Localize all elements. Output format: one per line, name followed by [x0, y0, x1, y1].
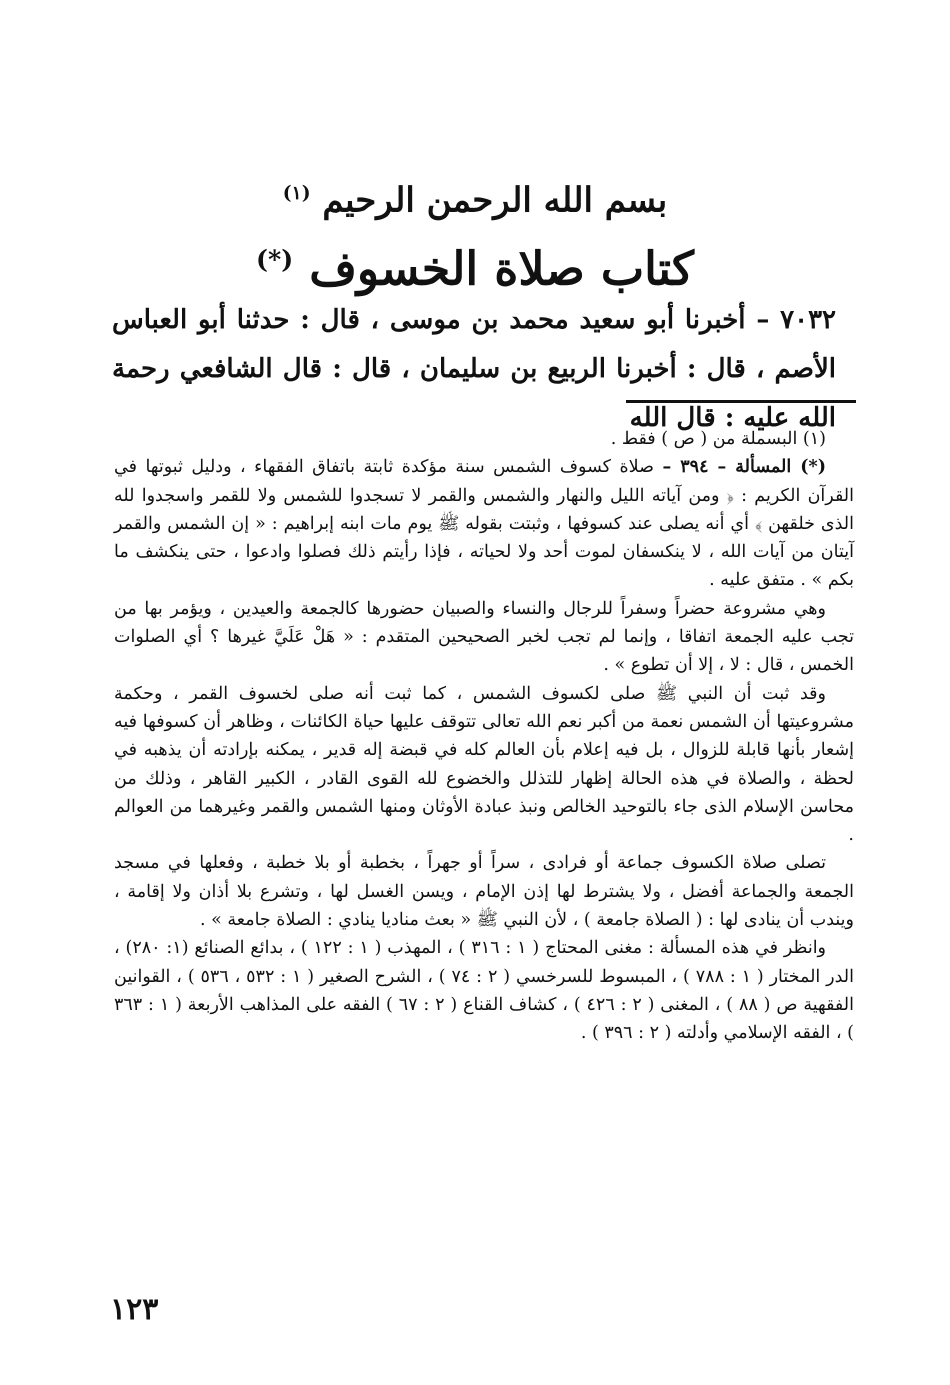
- footnote-star-references: وانظر في هذه المسألة : مغنى المحتاج ( ١ : ٣١٦ ) ، المهذب ( ١ : ١٢٢ ) ، بدائع الصنائع (١: ٢٨٠) ، الدر المختار ( ١ : ٧٨٨ ) ، المبسوط للسرخسي ( ٢ : ٧٤ ) ، الشرح الصغير ( ١ : ٥٣٢ ، ٥٣٦ ) ، القوانين الفقهية ص ( ٨٨ ) ، المغنى ( ٢ : ٤٢٦ ) ، كشاف القناع ( ٢ : ٦٧ ) الفقه على المذاهب الأربعة ( ١ : ٣٦٣ ) ، الفقه الإسلامي وأدلته ( ٢ : ٣٩٦ ) .: [114, 938, 854, 1044]
- main-paragraph: ٧٠٣٢ – أخبرنا أبو سعيد محمد بن موسى ، قال : حدثنا أبو العباس الأصم ، قال : أخبرنا الربيع بن سليمان ، قال : قال الشافعي رحمة الله عليه : قال الله: [112, 305, 836, 433]
- footnote-star-paragraph-2: وهي مشروعة حضراً وسفراً للرجال والنساء والصبيان حضورها كالجمعة والعيدين ، ويؤمر بها من تجب عليه الجمعة اتفاقا ، وإنما لم تجب لخبر الصحيحين المتقدم : « هَلْ عَلَيَّ غيرها ؟ أي الصلوات الخمس ، قال : لا ، إلا أن تطوع » .: [114, 598, 854, 676]
- main-text: [112, 296, 836, 443]
- basmala-text: بسم الله الرحمن الرحيم: [322, 180, 668, 221]
- footnote-star-paragraph-4: تصلى صلاة الكسوف جماعة أو فرادى ، سراً أو جهراً ، بخطبة أو بلا خطبة ، وفعلها في مسجد الجمعة والجماعة أفضل ، ولا يشترط لها إذن الإمام ، ويسن الغسل لها ، وتشرع بلا أذان ولا إقامة ، ويندب أن ينادى لها : ( الصلاة جامعة ) ، لأن النبي ﷺ « بعث مناديا ينادي : الصلاة جامعة » .: [114, 853, 854, 931]
- footnote-star-intro: [114, 453, 854, 594]
- footnote-star-text: صلاة كسوف الشمس سنة مؤكدة ثابتة باتفاق الفقهاء ، ودليل ثبوتها في القرآن الكريم : ﴿ ومن آياته الليل والنهار والشمس والقمر لا تسجدوا للشمس ولا للقمر واسجدوا لله الذى خلقهن ﴾ أي أنه يصلى عند كسوفها ، وثبتت بقوله ﷺ يوم مات ابنه إبراهيم : « إن الشمس والقمر آيتان من آيات الله ، لا ينكسفان لموت أحد ولا لحياته ، فإذا رأيتم ذلك فصلوا وادعوا ، حتى ينكشف ما بكم » . متفق عليه .: [114, 457, 854, 591]
- page-number: ١٢٣: [110, 1292, 159, 1327]
- footnote-1: (١) البسملة من ( ص ) فقط .: [610, 429, 826, 449]
- basmala-footnote-marker: (١): [282, 182, 311, 204]
- book-title: [120, 226, 830, 301]
- book-title-text: كتاب صلاة الخسوف: [309, 241, 694, 296]
- footnotes: [114, 425, 854, 1048]
- basmala-heading: [120, 168, 830, 225]
- footnote-separator: [626, 400, 856, 403]
- footnote-star-paragraph-3: وقد ثبت أن النبي ﷺ صلى لكسوف الشمس ، كما ثبت أنه صلى لخسوف القمر ، وحكمة مشروعيتها أن الشمس نعمة من أكبر نعم الله تعالى تتوقف عليها حياة الكائنات ، وظاهر أن كسوفها فيه إشعار بأنها قابلة للزوال ، بل فيه إعلام بأن العالم كله في قبضة إله قدير ، يمكنه بإرادته أن يذهبه في لحظة ، والصلاة في هذه الحالة إظهار للتذلل والخضوع لله القوى القادر ، الكبير القاهر ، وذلك من محاسن الإسلام الذى جاء بالتوحيد الخالص ونبذ عبادة الأوثان ومنها الشمس والقمر وغيرهما من العوالم .: [114, 683, 854, 846]
- book-title-footnote-marker: (*): [256, 244, 294, 274]
- footnote-star-label: (*) المسألة – ٣٩٤ –: [662, 457, 826, 478]
